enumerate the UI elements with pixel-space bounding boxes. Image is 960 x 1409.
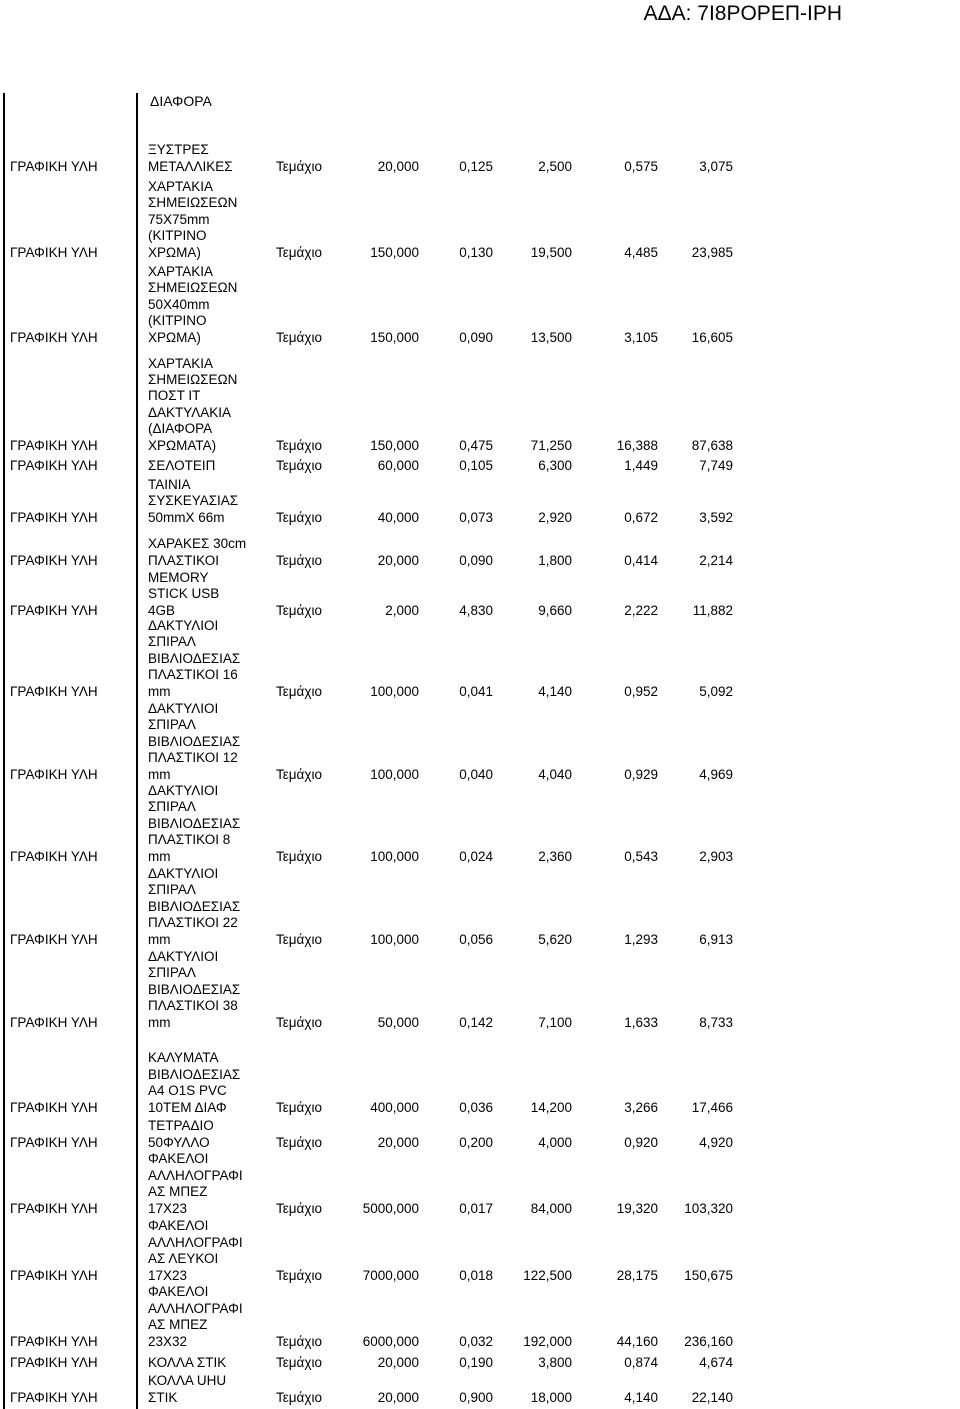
unit-cell: Τεμάχιο [276,766,322,782]
net-amount-cell: 1,800 [538,552,572,568]
category-cell: ΓΡΑΦΙΚΗ ΥΛΗ [10,931,98,947]
unit-price-cell: 0,056 [459,931,493,947]
vat-amount-cell: 0,575 [624,158,658,174]
quantity-cell: 100,000 [370,848,419,864]
unit-price-cell: 0,090 [459,552,493,568]
description-line: ΔΑΚΤΥΛΙΟΙ [148,948,219,964]
unit-price-cell: 4,830 [459,602,493,618]
net-amount-cell: 13,500 [530,329,572,345]
unit-price-cell: 0,024 [459,848,493,864]
description-line: mm [148,931,171,947]
unit-cell: Τεμάχιο [276,1014,322,1030]
description-line: ΧΡΩΜΑΤΑ) [148,437,217,453]
description-line: ΣΤΙΚ [148,1389,178,1405]
vat-amount-cell: 16,388 [616,437,658,453]
description-line: 50mmΧ 66m [148,509,225,525]
unit-cell: Τεμάχιο [276,509,322,525]
vat-amount-cell: 0,874 [624,1354,658,1370]
total-amount-cell: 17,466 [691,1099,733,1115]
description-line: ΠΟΣΤ ΙΤ [148,388,201,404]
category-cell: ΓΡΑΦΙΚΗ ΥΛΗ [10,329,98,345]
description-line: ΣΠΙΡΑΛ [148,882,196,898]
description-line: ΧΑΡΑΚΕΣ 30cm [148,536,247,552]
vat-amount-cell: 0,920 [624,1134,658,1150]
description-line: 17Χ23 [148,1267,188,1283]
net-amount-cell: 9,660 [538,602,572,618]
description-line: ΔΑΚΤΥΛΙΟΙ [148,617,219,633]
unit-price-cell: 0,032 [459,1333,493,1349]
total-amount-cell: 3,075 [699,158,733,174]
total-amount-cell: 236,160 [684,1333,733,1349]
description-line: ΑΛΛΗΛΟΓΡΑΦΙ [148,1167,243,1183]
description-line: ΣΗΜΕΙΩΣΕΩΝ [148,280,238,296]
total-amount-cell: 87,638 [691,437,733,453]
description-line: ΒΙΒΛΙΟΔΕΣΙΑΣ [148,981,241,997]
unit-cell: Τεμάχιο [276,244,322,260]
description-line: ΒΙΒΛΙΟΔΕΣΙΑΣ [148,1066,241,1082]
total-amount-cell: 11,882 [692,602,733,618]
description-line: ΠΛΑΣΤΙΚΟΙ [148,552,219,568]
net-amount-cell: 3,800 [538,1354,572,1370]
description-line: 50Χ40mm [148,296,210,312]
description-line: 4GB [148,602,176,618]
unit-cell: Τεμάχιο [276,552,322,568]
description-line: (ΔΙΑΦΟΡΑ [148,421,213,437]
vat-amount-cell: 1,293 [624,931,658,947]
description-line: ΣΠΙΡΑΛ [148,799,196,815]
description-cell [148,1373,273,1406]
unit-cell: Τεμάχιο [276,931,322,947]
total-amount-cell: 5,092 [699,683,733,699]
category-cell: ΓΡΑΦΙΚΗ ΥΛΗ [10,1267,98,1283]
description-line: ΧΑΡΤΑΚΙΑ [148,355,214,371]
description-line: ΤΕΤΡΑΔΙΟ [148,1118,214,1134]
net-amount-cell: 5,620 [538,931,572,947]
vat-amount-cell: 4,140 [624,1389,658,1405]
total-amount-cell: 16,605 [691,329,733,345]
unit-cell: Τεμάχιο [276,1134,322,1150]
description-line: ΒΙΒΛΙΟΔΕΣΙΑΣ [148,815,241,831]
quantity-cell: 20,000 [377,1389,419,1405]
vat-amount-cell: 44,160 [616,1333,658,1349]
unit-price-cell: 0,090 [459,329,493,345]
description-line: ΣΥΣΚΕΥΑΣΙΑΣ [148,493,239,509]
description-line: ΜΕΤΑΛΛΙΚΕΣ [148,158,233,174]
quantity-cell: 40,000 [377,509,419,525]
description-line: ΚΑΛΥΜΑΤΑ [148,1050,219,1066]
unit-cell: Τεμάχιο [276,437,322,453]
category-cell: ΓΡΑΦΙΚΗ ΥΛΗ [10,457,98,473]
description-line: ΒΙΒΛΙΟΔΕΣΙΑΣ [148,898,241,914]
description-line: ΣΗΜΕΙΩΣΕΩΝ [148,195,238,211]
description-line: ΔΑΚΤΥΛΑΚΙΑ [148,404,232,420]
vat-amount-cell: 0,414 [624,552,658,568]
description-line: ΞΥΣΤΡΕΣ [148,142,209,158]
description-line: 17Χ23 [148,1200,188,1216]
description-line: ΒΙΒΛΙΟΔΕΣΙΑΣ [148,650,241,666]
total-amount-cell: 7,749 [699,457,733,473]
description-line: ΔΑΚΤΥΛΙΟΙ [148,782,219,798]
description-line: ΧΑΡΤΑΚΙΑ [148,263,214,279]
quantity-cell: 6000,000 [362,1333,419,1349]
unit-price-cell: 0,040 [459,766,493,782]
description-line: ΣΠΙΡΑΛ [148,634,196,650]
category-cell: ΓΡΑΦΙΚΗ ΥΛΗ [10,1134,98,1150]
unit-price-cell: 0,041 [459,683,493,699]
unit-cell: Τεμάχιο [276,1389,322,1405]
vat-amount-cell: 28,175 [616,1267,658,1283]
quantity-cell: 20,000 [377,158,419,174]
unit-price-cell: 0,125 [459,158,493,174]
document-ada-code: ΑΔΑ: 7Ι8ΡΟΡΕΠ-ΙΡΗ [643,2,842,25]
net-amount-cell: 122,500 [523,1267,572,1283]
total-amount-cell: 23,985 [691,244,733,260]
vat-amount-cell: 0,672 [624,509,658,525]
description-line: ΠΛΑΣΤΙΚΟΙ 12 [148,750,238,766]
category-cell: ΓΡΑΦΙΚΗ ΥΛΗ [10,1389,98,1405]
net-amount-cell: 14,200 [530,1099,572,1115]
net-amount-cell: 2,920 [538,509,572,525]
description-line: ΦΑΚΕΛΟΙ [148,1218,209,1234]
description-line: mm [148,1014,171,1030]
unit-cell: Τεμάχιο [276,683,322,699]
category-cell: ΓΡΑΦΙΚΗ ΥΛΗ [10,1200,98,1216]
net-amount-cell: 19,500 [530,244,572,260]
quantity-cell: 20,000 [377,1134,419,1150]
quantity-cell: 150,000 [370,437,419,453]
net-amount-cell: 4,040 [538,766,572,782]
unit-price-cell: 0,105 [459,457,493,473]
total-amount-cell: 2,903 [699,848,733,864]
category-cell: ΓΡΑΦΙΚΗ ΥΛΗ [10,602,98,618]
net-amount-cell: 18,000 [530,1389,572,1405]
total-amount-cell: 150,675 [684,1267,733,1283]
description-line: STICK USB [148,586,220,602]
description-line: ΚΟΛΛΑ UHU [148,1373,227,1389]
total-amount-cell: 4,674 [699,1354,733,1370]
unit-cell: Τεμάχιο [276,1200,322,1216]
description-line: ΤΑΙΝΙΑ [148,476,191,492]
unit-cell: Τεμάχιο [276,848,322,864]
vat-amount-cell: 2,222 [624,602,658,618]
description-line: MEMORY [148,569,209,585]
description-line: mm [148,766,171,782]
description-line: 23Χ32 [148,1333,188,1349]
category-cell: ΓΡΑΦΙΚΗ ΥΛΗ [10,437,98,453]
description-line: ΑΛΛΗΛΟΓΡΑΦΙ [148,1234,243,1250]
quantity-cell: 400,000 [370,1099,419,1115]
quantity-cell: 7000,000 [362,1267,419,1283]
quantity-cell: 60,000 [377,457,419,473]
vat-amount-cell: 3,105 [624,329,658,345]
description-line: 75Χ75mm [148,211,210,227]
category-cell: ΓΡΑΦΙΚΗ ΥΛΗ [10,683,98,699]
unit-price-cell: 0,130 [459,244,493,260]
total-amount-cell: 6,913 [699,931,733,947]
description-line: 10ΤΕΜ ΔΙΑΦ [148,1099,227,1115]
description-line: (ΚΙΤΡΙΝΟ [148,228,207,244]
unit-price-cell: 0,142 [459,1014,493,1030]
description-line: ΧΡΩΜΑ) [148,329,201,345]
unit-price-cell: 0,190 [459,1354,493,1370]
category-cell: ΓΡΑΦΙΚΗ ΥΛΗ [10,509,98,525]
unit-cell: Τεμάχιο [276,1354,322,1370]
unit-cell: Τεμάχιο [276,329,322,345]
category-cell: ΓΡΑΦΙΚΗ ΥΛΗ [10,552,98,568]
vat-amount-cell: 19,320 [616,1200,658,1216]
description-line: ΔΑΚΤΥΛΙΟΙ [148,700,219,716]
unit-price-cell: 0,475 [459,437,493,453]
unit-price-cell: 0,017 [459,1200,493,1216]
unit-price-cell: 0,018 [459,1267,493,1283]
category-cell: ΓΡΑΦΙΚΗ ΥΛΗ [10,244,98,260]
unit-price-cell: 0,200 [459,1134,493,1150]
description-line: ΦΑΚΕΛΟΙ [148,1284,209,1300]
description-line: ΣΕΛΟΤΕΙΠ [148,457,216,473]
unit-cell: Τεμάχιο [276,602,322,618]
quantity-cell: 2,000 [385,602,419,618]
unit-cell: Τεμάχιο [276,457,322,473]
description-line: 50ΦΥΛΛΟ [148,1134,210,1150]
description-line: ΔΑΚΤΥΛΙΟΙ [148,865,219,881]
total-amount-cell: 3,592 [699,509,733,525]
category-cell: ΓΡΑΦΙΚΗ ΥΛΗ [10,1333,98,1349]
vat-amount-cell: 0,929 [624,766,658,782]
quantity-cell: 100,000 [370,931,419,947]
description-line: ΠΛΑΣΤΙΚΟΙ 8 [148,832,231,848]
description-line: ΚΟΛΛΑ ΣΤΙΚ [148,1354,227,1370]
quantity-cell: 150,000 [370,244,419,260]
unit-cell: Τεμάχιο [276,1333,322,1349]
description-line: ΒΙΒΛΙΟΔΕΣΙΑΣ [148,733,241,749]
vat-amount-cell: 4,485 [624,244,658,260]
description-line: ΦΑΚΕΛΟΙ [148,1151,209,1167]
net-amount-cell: 7,100 [538,1014,572,1030]
total-amount-cell: 103,320 [684,1200,733,1216]
vat-amount-cell: 0,952 [624,683,658,699]
net-amount-cell: 2,500 [538,158,572,174]
description-line: Α4 Ο1S PVC [148,1083,227,1099]
unit-cell: Τεμάχιο [276,1099,322,1115]
category-cell: ΓΡΑΦΙΚΗ ΥΛΗ [10,1099,98,1115]
unit-cell: Τεμάχιο [276,1267,322,1283]
unit-price-cell: 0,036 [459,1099,493,1115]
description-line: ΠΛΑΣΤΙΚΟΙ 22 [148,915,238,931]
total-amount-cell: 2,214 [699,552,733,568]
total-amount-cell: 22,140 [691,1389,733,1405]
description-line: ΑΣ ΛΕΥΚΟΙ [148,1251,219,1267]
vat-amount-cell: 1,633 [624,1014,658,1030]
net-amount-cell: 4,000 [538,1134,572,1150]
unit-price-cell: 0,073 [459,509,493,525]
quantity-cell: 5000,000 [362,1200,419,1216]
net-amount-cell: 192,000 [523,1333,572,1349]
description-line: mm [148,848,171,864]
quantity-cell: 50,000 [377,1014,419,1030]
description-line: ΣΗΜΕΙΩΣΕΩΝ [148,371,238,387]
total-amount-cell: 8,733 [699,1014,733,1030]
net-amount-cell: 71,250 [530,437,572,453]
description-line: ΠΛΑΣΤΙΚΟΙ 16 [148,667,238,683]
quantity-cell: 20,000 [377,1354,419,1370]
vat-amount-cell: 3,266 [624,1099,658,1115]
description-line: mm [148,683,171,699]
vat-amount-cell: 0,543 [624,848,658,864]
category-cell: ΓΡΑΦΙΚΗ ΥΛΗ [10,766,98,782]
category-cell: ΓΡΑΦΙΚΗ ΥΛΗ [10,1014,98,1030]
description-line: ΑΣ ΜΠΕΖ [148,1184,208,1200]
quantity-cell: 150,000 [370,329,419,345]
unit-price-cell: 0,900 [459,1389,493,1405]
total-amount-cell: 4,969 [699,766,733,782]
description-line: ΑΣ ΜΠΕΖ [148,1317,208,1333]
description-line: ΣΠΙΡΑΛ [148,717,196,733]
quantity-cell: 100,000 [370,683,419,699]
description-line: (ΚΙΤΡΙΝΟ [148,313,207,329]
category-cell: ΓΡΑΦΙΚΗ ΥΛΗ [10,158,98,174]
net-amount-cell: 4,140 [538,683,572,699]
net-amount-cell: 84,000 [530,1200,572,1216]
total-amount-cell: 4,920 [699,1134,733,1150]
description-line: ΑΛΛΗΛΟΓΡΑΦΙ [148,1300,243,1316]
net-amount-cell: 2,360 [538,848,572,864]
quantity-cell: 100,000 [370,766,419,782]
section-title: ΔΙΑΦΟΡΑ [150,93,212,109]
net-amount-cell: 6,300 [538,457,572,473]
description-line: ΧΡΩΜΑ) [148,244,201,260]
description-line: ΠΛΑΣΤΙΚΟΙ 38 [148,998,238,1014]
description-line: ΧΑΡΤΑΚΙΑ [148,178,214,194]
quantity-cell: 20,000 [377,552,419,568]
description-line: ΣΠΙΡΑΛ [148,965,196,981]
vat-amount-cell: 1,449 [624,457,658,473]
category-cell: ΓΡΑΦΙΚΗ ΥΛΗ [10,1354,98,1370]
unit-cell: Τεμάχιο [276,158,322,174]
category-cell: ΓΡΑΦΙΚΗ ΥΛΗ [10,848,98,864]
